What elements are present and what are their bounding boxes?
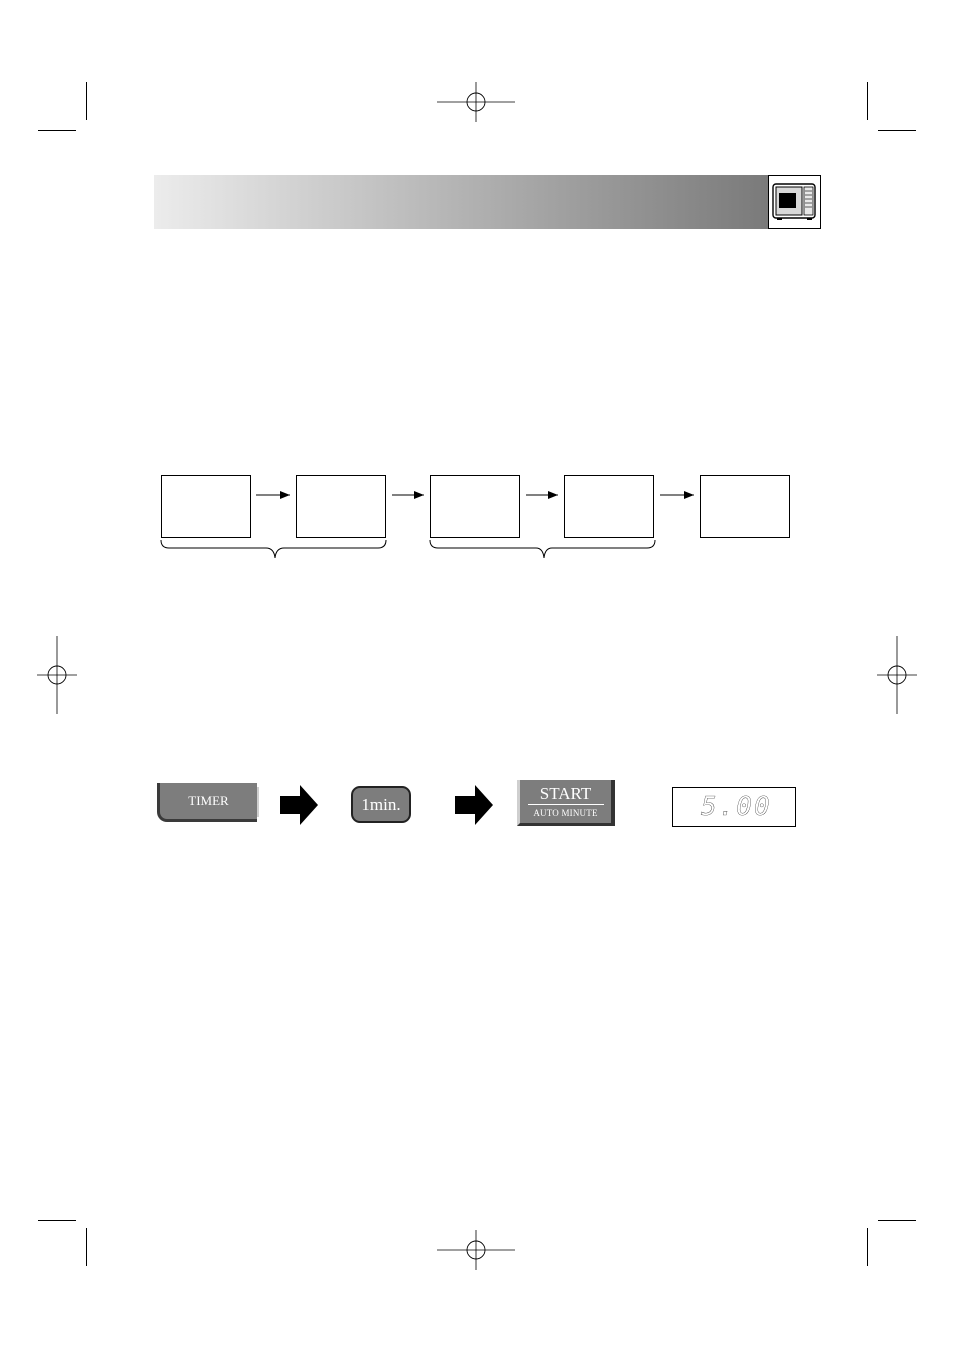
crop-mark [878, 1220, 916, 1221]
right-arrow-icon [455, 785, 495, 825]
registration-mark-icon [437, 1211, 515, 1289]
crop-mark [878, 130, 916, 131]
header-icon-frame [768, 175, 821, 229]
crop-mark [86, 82, 87, 120]
start-button-label: START [539, 784, 592, 803]
crop-mark [867, 1228, 868, 1266]
crop-mark [38, 1220, 76, 1221]
brace-icon [161, 540, 386, 558]
timer-button[interactable] [157, 783, 257, 822]
registration-mark-icon [437, 63, 515, 141]
registration-mark-icon [858, 636, 936, 714]
crop-mark [86, 1228, 87, 1266]
crop-mark [867, 82, 868, 120]
crop-mark [38, 130, 76, 131]
led-display [672, 787, 796, 827]
start-button-sublabel: AUTO MINUTE [533, 808, 598, 818]
registration-mark-icon [18, 636, 96, 714]
timer-button-label: TIMER [188, 793, 229, 808]
start-button[interactable] [517, 780, 615, 826]
one-minute-button-label: 1min. [361, 794, 401, 814]
start-button-divider [528, 804, 604, 805]
brace-icon [430, 540, 655, 558]
right-arrow-icon [280, 785, 320, 825]
microwave-oven-icon [769, 176, 820, 228]
display-readout: 5.00 [701, 792, 772, 822]
flow-connectors [150, 470, 810, 570]
section-header-bar [154, 175, 768, 229]
one-minute-button[interactable] [351, 786, 411, 823]
